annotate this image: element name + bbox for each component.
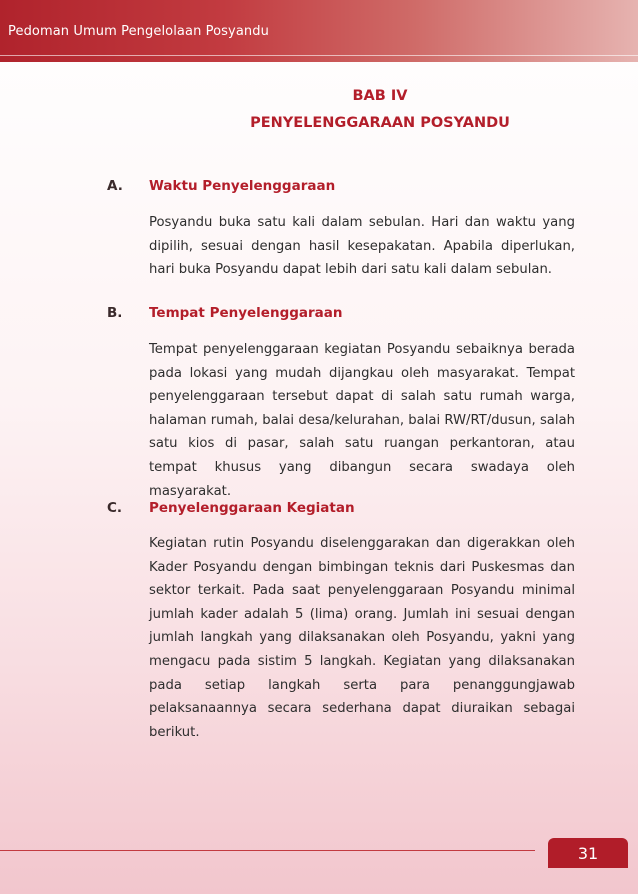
section-a-title: Waktu Penyelenggaraan — [149, 178, 336, 194]
section-c-text: Kegiatan rutin Posyandu diselenggarakan dan digerakkan oleh Kader Posyandu dengan bimbingan teknis dari Puskesmas dan sektor terkait. Pada saat penyelenggaraan Posyandu minimal jumlah kader adalah 5 (lima) orang. Jumlah ini sesuai dengan jumlah langkah yang dilaksanakan oleh Posyandu, yakni yang mengacu pada sistim 5 langkah. Kegiatan yang dilaksanakan pada setiap langkah serta para penanggungjawab pelaksanaannya secara sederhana dapat diuraikan sebagai berikut. — [149, 536, 575, 740]
section-a-letter: A. — [107, 178, 123, 194]
section-b-letter: B. — [107, 305, 123, 321]
section-b-title: Tempat Penyelenggaraan — [149, 305, 343, 321]
header-divider — [0, 55, 638, 56]
header-title: Pedoman Umum Pengelolaan Posyandu — [8, 24, 269, 39]
section-c-letter: C. — [107, 500, 123, 516]
page-number: 31 — [548, 838, 628, 868]
section-a-text: Posyandu buka satu kali dalam sebulan. Hari dan waktu yang dipilih, sesuai dengan hasil kesepakatan. Apabila diperlukan, hari buka Posyandu dapat lebih dari satu kali dalam sebulan. — [149, 215, 575, 278]
footer-divider — [0, 850, 535, 851]
section-b-text: Tempat penyelenggaraan kegiatan Posyandu sebaiknya berada pada lokasi yang mudah dijangkau oleh masyarakat. Tempat penyelenggaraan tersebut dapat di salah satu rumah warga, halaman rumah, balai desa/kelurahan, balai RW/RT/dusun, salah satu kios di pasar, salah satu ruangan perkantoran, atau tempat khusus yang dibangun secara swadaya oleh masyarakat. — [149, 342, 575, 499]
chapter-title: PENYELENGGARAAN POSYANDU — [250, 115, 510, 131]
chapter-number: BAB IV — [352, 88, 408, 104]
header-bar — [0, 0, 638, 62]
section-c-title: Penyelenggaraan Kegiatan — [149, 500, 355, 516]
